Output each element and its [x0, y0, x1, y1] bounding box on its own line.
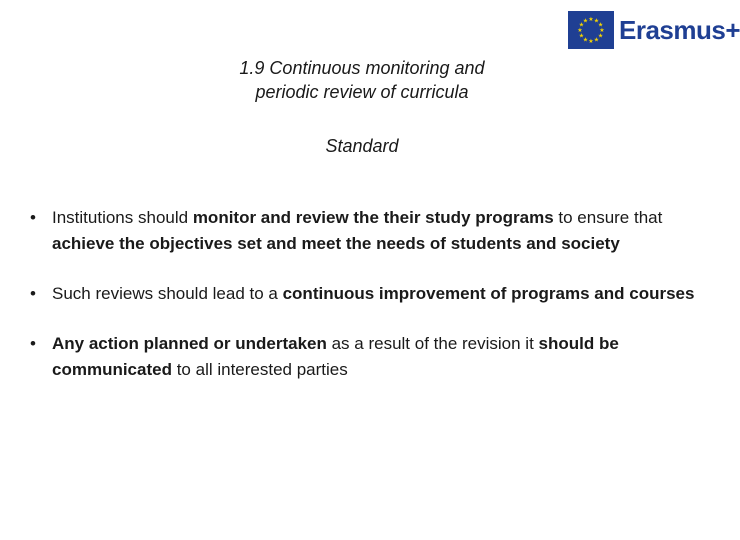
bullet-2-text-1: Such reviews should lead to a — [52, 284, 283, 303]
bullet-3-text-1: Any action planned or undertaken — [52, 334, 327, 353]
bullet-1-text-4: achieve the objectives set and meet the needs of students and society — [52, 234, 620, 253]
slide-title — [162, 56, 562, 104]
bullet-1-text-3: to ensure that — [553, 208, 663, 227]
title-line-2: periodic review of curricula — [255, 82, 469, 102]
bullet-1-text-2: monitor and review the their study programs — [192, 208, 554, 227]
title-line-1: 1.9 Continuous monitoring and — [239, 58, 485, 78]
bullet-3-text-4: to all interested parties — [171, 360, 348, 379]
flag-star: ★ — [599, 28, 605, 35]
logo-text: Erasmus+ — [619, 15, 740, 45]
flag-star: ★ — [578, 22, 585, 29]
flag-star: ★ — [588, 39, 594, 46]
flag-star: ★ — [588, 17, 594, 24]
bullet-1-text-1: Institutions should — [52, 208, 193, 227]
flag-star: ★ — [582, 37, 589, 44]
flag-star: ★ — [593, 37, 600, 44]
flag-star: ★ — [597, 33, 604, 40]
flag-star: ★ — [577, 28, 583, 35]
erasmus-logo — [568, 10, 740, 50]
bullet-item-3 — [30, 331, 700, 383]
standard-subtitle: Standard — [325, 136, 399, 156]
bullet-2-text-2: continuous improvement of programs and courses — [282, 284, 695, 303]
bullet-item-1 — [30, 205, 700, 257]
bullet-marker: • — [30, 208, 36, 227]
bullet-marker: • — [30, 284, 36, 303]
bullet-item-2 — [30, 281, 700, 307]
flag-star: ★ — [578, 33, 585, 40]
flag-star: ★ — [593, 18, 600, 25]
bullet-3-text-3: should be communicated — [52, 334, 619, 379]
bullet-3-text-2: as a result of the revision it — [326, 334, 539, 353]
flag-star: ★ — [582, 18, 589, 25]
eu-flag-icon — [568, 11, 614, 49]
bullet-marker: • — [30, 334, 36, 353]
bullet-list — [30, 205, 700, 407]
flag-star: ★ — [597, 22, 604, 29]
